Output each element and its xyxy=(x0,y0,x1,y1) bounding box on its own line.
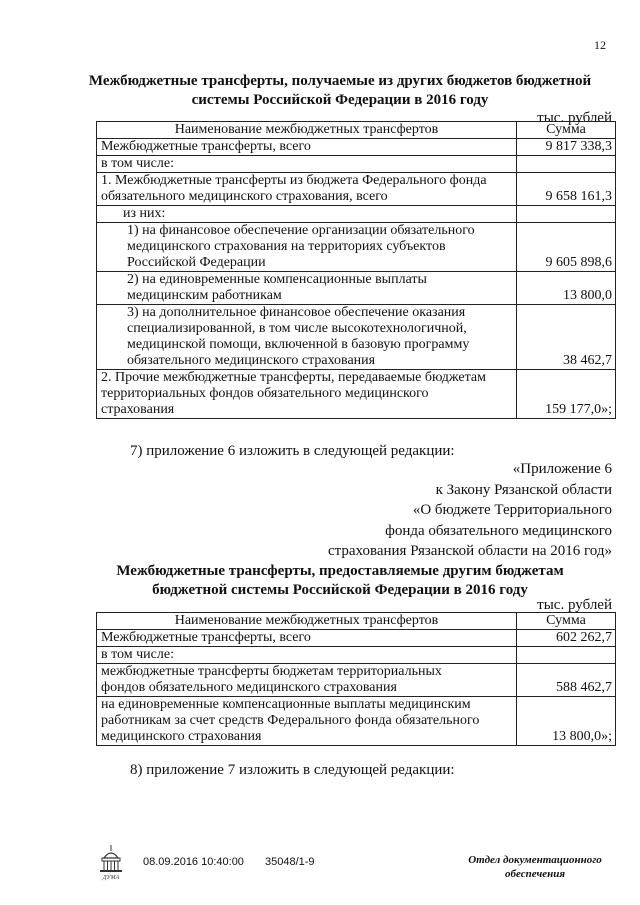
header-sum-cell: Сумма xyxy=(517,122,616,139)
section2-title-line2: бюджетной системы Российской Федерации в 2016 году xyxy=(152,582,528,598)
section1-title xyxy=(70,72,610,110)
row-name-cell xyxy=(97,664,517,697)
row-name-line: 1) на финансовое обеспечение организации обязательного xyxy=(127,223,475,238)
annex-line: «О бюджете Территориального xyxy=(412,502,612,518)
row-name-line: 2) на единовременные компенсационные выплаты xyxy=(127,272,427,287)
row-name-line: Российской Федерации xyxy=(127,255,266,270)
row-sum-cell: 9 605 898,6 xyxy=(517,223,616,272)
row-name-line: страхования xyxy=(101,402,175,417)
section1-title-line1: Межбюджетные трансферты, получаемые из других бюджетов бюджетной xyxy=(88,73,592,89)
paragraph-8: 8) приложение 7 изложить в следующей редакции: xyxy=(130,762,455,778)
table-row xyxy=(97,139,616,156)
row-name-line: медицинского страхования на территориях субъектов xyxy=(127,239,446,254)
table-row xyxy=(97,647,616,664)
header-name-cell: Наименование межбюджетных трансфертов xyxy=(97,122,517,139)
row-name-cell xyxy=(97,139,517,156)
row-name-line: на единовременные компенсационные выплаты медицинским xyxy=(101,697,471,712)
footer-date: 08.09.2016 10:40:00 xyxy=(143,856,244,868)
row-name-cell xyxy=(97,206,517,223)
section2-title xyxy=(70,562,610,600)
section1-table xyxy=(96,121,616,419)
row-name-line: обязательного медицинского страхования xyxy=(127,353,376,368)
row-name-cell xyxy=(97,370,517,419)
row-name-line: Межбюджетные трансферты, всего xyxy=(101,139,311,154)
row-name-line: 3) на дополнительное финансовое обеспечение оказания xyxy=(127,305,466,320)
page-number: 12 xyxy=(594,38,606,52)
row-sum-cell xyxy=(517,647,616,664)
row-sum-cell xyxy=(517,206,616,223)
section2-title-line1: Межбюджетные трансферты, предоставляемые другим бюджетам xyxy=(116,563,564,579)
annex-line: «Приложение 6 xyxy=(512,461,612,477)
table-row xyxy=(97,173,616,206)
row-sum-cell: 9 817 338,3 xyxy=(517,139,616,156)
row-name-line: территориальных фондов обязательного медицинского xyxy=(101,386,429,401)
row-name-line: специализированной, в том числе высокотехнологичной, xyxy=(127,321,467,336)
row-name-cell xyxy=(97,173,517,206)
section1-title-line2: системы Российской Федерации в 2016 году xyxy=(191,92,489,108)
row-name-cell xyxy=(97,647,517,664)
row-name-line: медицинской помощи, включенной в базовую программу xyxy=(127,337,470,352)
footer-dept-line: Отдел документационного xyxy=(468,854,602,866)
row-name-cell xyxy=(97,223,517,272)
row-name-cell xyxy=(97,305,517,370)
table-row xyxy=(97,370,616,419)
row-sum-cell: 13 800,0 xyxy=(517,272,616,305)
row-name-cell xyxy=(97,272,517,305)
section2-table xyxy=(96,612,616,746)
header-sum-cell: Сумма xyxy=(517,613,616,630)
row-name-line: обязательного медицинского страхования, всего xyxy=(101,189,388,204)
row-sum-cell: 588 462,7 xyxy=(517,664,616,697)
row-name-line: 1. Межбюджетные трансферты из бюджета Федерального фонда xyxy=(101,173,487,188)
table-row xyxy=(97,305,616,370)
duma-logo-icon xyxy=(96,842,126,882)
logo-text: ДУМА xyxy=(102,875,120,881)
table-row xyxy=(97,272,616,305)
table-row xyxy=(97,630,616,647)
row-name-line: работникам за счет средств Федерального фонда обязательного xyxy=(101,713,480,728)
table-row xyxy=(97,156,616,173)
row-sum-cell: 38 462,7 xyxy=(517,305,616,370)
section2-units: тыс. рублей xyxy=(537,597,612,613)
row-name-line: из них: xyxy=(123,206,166,221)
header-name-cell: Наименование межбюджетных трансфертов xyxy=(97,613,517,630)
footer-department xyxy=(450,853,620,881)
annex-line: страхования Рязанской области на 2016 год» xyxy=(327,543,612,559)
row-name-line: в том числе: xyxy=(101,156,174,171)
row-name-line: медицинского страхования xyxy=(101,729,262,744)
row-name-line: в том числе: xyxy=(101,647,174,662)
annex-heading xyxy=(328,459,612,562)
row-name-line: 2. Прочие межбюджетные трансферты, передаваемые бюджетам xyxy=(101,370,486,385)
annex-line: к Закону Рязанской области xyxy=(435,481,612,498)
row-sum-cell: 9 658 161,3 xyxy=(517,173,616,206)
section1-units: тыс. рублей xyxy=(537,110,612,126)
row-name-line: межбюджетные трансферты бюджетам территориальных xyxy=(101,664,442,679)
row-name-cell xyxy=(97,156,517,173)
table-row xyxy=(97,664,616,697)
row-sum-cell xyxy=(517,156,616,173)
table-header-row xyxy=(97,122,616,139)
table-header-row xyxy=(97,613,616,630)
table-row xyxy=(97,206,616,223)
paragraph-7: 7) приложение 6 изложить в следующей редакции: xyxy=(130,443,455,459)
row-name-cell xyxy=(97,630,517,647)
row-name-line: медицинским работникам xyxy=(127,288,282,303)
row-name-line: фондов обязательного медицинского страхования xyxy=(101,680,397,695)
row-name-line: Межбюджетные трансферты, всего xyxy=(101,630,311,645)
row-sum-cell: 13 800,0»; xyxy=(517,697,616,746)
annex-line: фонда обязательного медицинского xyxy=(385,522,612,539)
footer-doc-number: 35048/1-9 xyxy=(265,856,315,868)
row-sum-cell: 602 262,7 xyxy=(517,630,616,647)
table-row xyxy=(97,697,616,746)
footer-dept-line: обеспечения xyxy=(504,868,565,880)
row-name-cell xyxy=(97,697,517,746)
table-row xyxy=(97,223,616,272)
row-sum-cell: 159 177,0»; xyxy=(517,370,616,419)
